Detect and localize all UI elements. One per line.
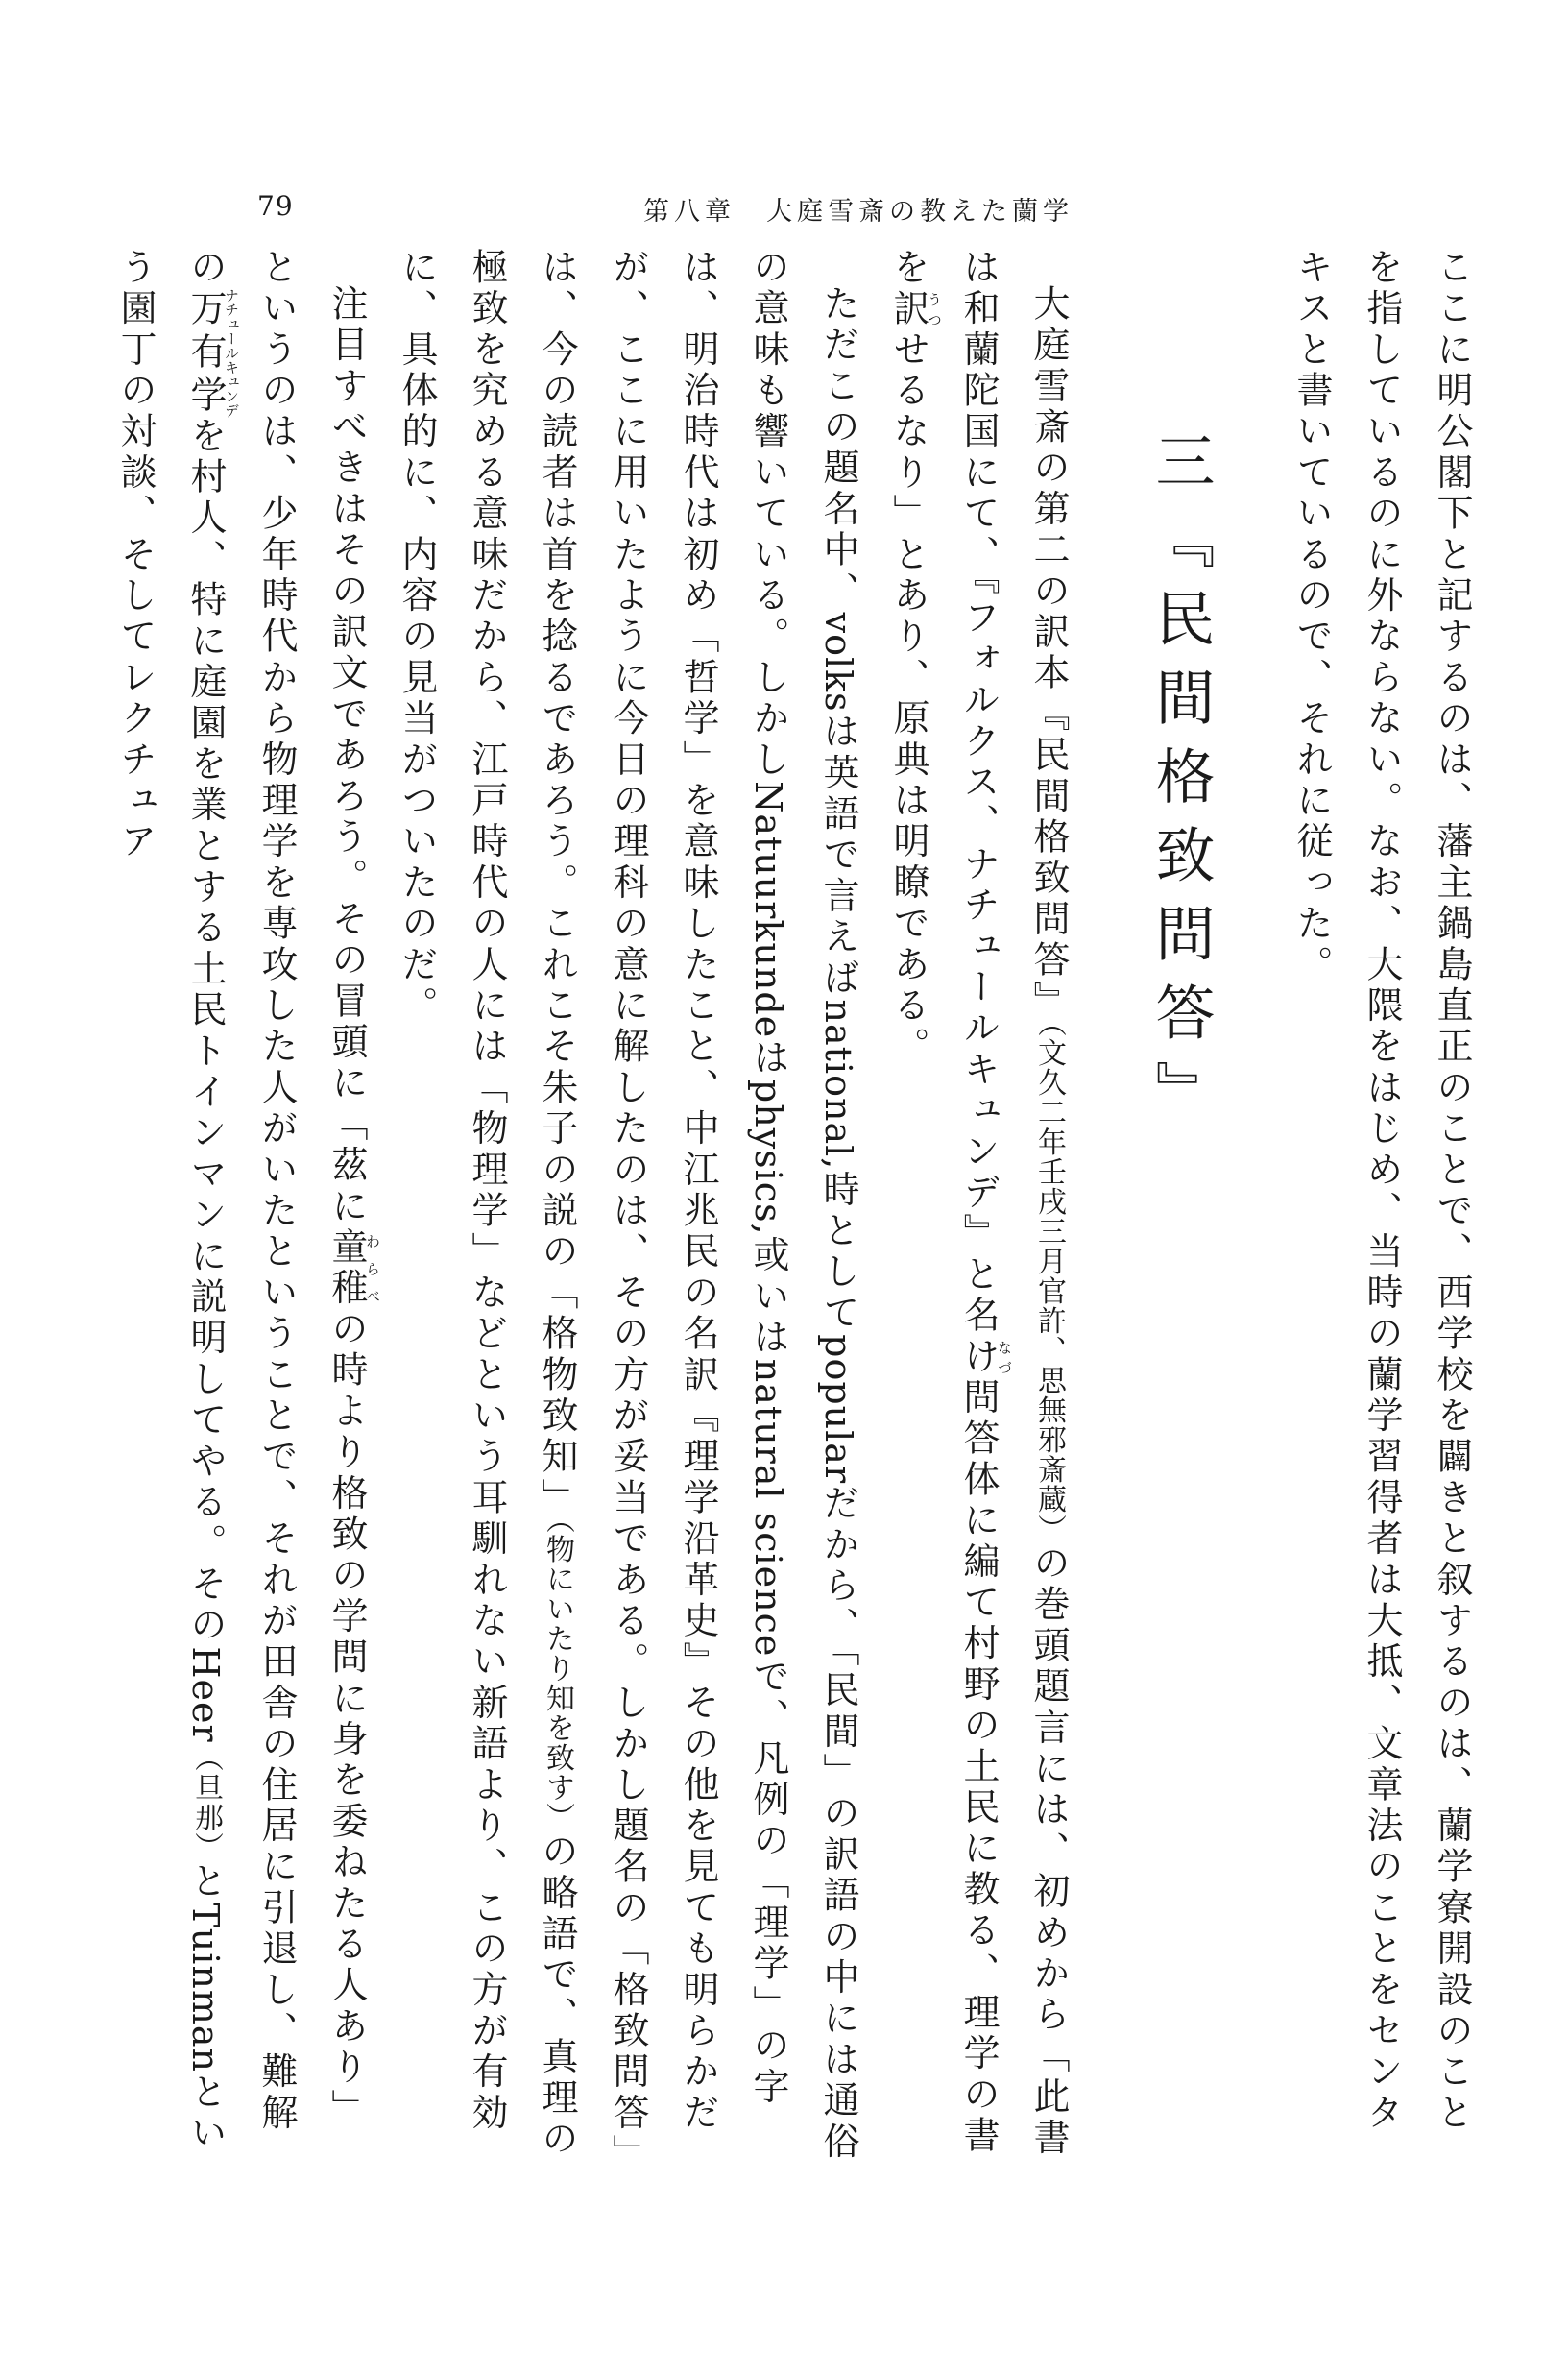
note-text: （物にいたり知を致す）: [541, 1518, 574, 1832]
text-run: を村人、特に庭園を業とする土民トインマンに説明してやる。その: [184, 416, 227, 1647]
section-heading: 三『民間格致問答』: [1146, 430, 1216, 1139]
note-text: （旦那）: [189, 1742, 223, 1862]
text-run: という園丁の対談、そしてレクチュア: [114, 248, 227, 2155]
running-header: 第八章 大庭雪斎の教えた蘭学: [643, 197, 1073, 227]
ruby-annotation: けなづ: [957, 1336, 1013, 1378]
text-run: は: [747, 1038, 789, 1079]
vertical-text-body: [114, 248, 1486, 2169]
text-run: 或いは: [747, 1235, 789, 1359]
text-run: 注目すべきはその訳文であろう。その冒頭に「茲に: [326, 284, 368, 1228]
text-run: は英語で言えば: [817, 712, 859, 1000]
text-run: の巻頭題言には、初めから「此書は和蘭陀国にて、『フォルクス、ナチュールキュンデ』と名: [957, 248, 1070, 2160]
text-run: せるなり」とあり、原典は明瞭である。: [887, 329, 929, 1069]
paragraph-intro: ここに明公閣下と記するのは、藩主鍋島直正のことで、西学校を闢きと叙するのは、蘭学寮開設のことを指しているのに外ならない。なお、大隈をはじめ、当時の蘭学習得者は大抵、文章法のことをセンタキスと書いているので、それに従った。: [1291, 248, 1473, 2135]
page-number: 79: [257, 190, 294, 222]
text-run: ただこの題名中、: [817, 284, 859, 613]
text-run: の略語で、真理の極致を究める意味だから、江戸時代の人には「物理学」などという耳馴れない新語より、この方が有効に、具体的に、内容の見当がついたのだ。: [396, 248, 578, 2161]
ruby-annotation: 訳うつ: [887, 288, 943, 330]
paragraph-title-analysis: [381, 248, 873, 2169]
latin-word: Heer: [184, 1646, 227, 1743]
latin-word: Natuurkunde: [747, 781, 789, 1039]
text-run: 時として: [817, 1170, 859, 1335]
latin-word: popular: [817, 1334, 859, 1485]
paragraph-second-translation: [873, 248, 1084, 2169]
latin-word: natural science: [747, 1358, 789, 1658]
note-text: （文久二年壬戌三月官許、思無邪斎蔵）: [1032, 1022, 1066, 1544]
ruby-annotation: 童稚わらべ: [326, 1227, 381, 1310]
ruby-annotation: 万有学ナチュールキュンデ: [184, 287, 240, 418]
text-run: だから、「民間」の訳語の中には通俗の意味も響いている。しかし: [747, 248, 859, 2164]
text-run: と: [184, 1861, 227, 1903]
latin-word: volks: [817, 612, 859, 713]
paragraph-translation-style: [100, 248, 381, 2169]
text-run: の時より格致の学問に身を委ねたる人あり」というのは、少年時代から物理学を専攻した人がいたということで、それが田舎の住居に引退し、難解の: [184, 248, 368, 2135]
latin-word: national,: [817, 999, 859, 1171]
text-run: 大庭雪斎の第二の訳本『民間格致問答』: [1027, 284, 1070, 1023]
latin-word: physics,: [747, 1079, 789, 1236]
text-run: で、凡例の「理学」の字は、明治時代は初め「哲学」を意味したこと、中江兆民の名訳『理学沿革史』その他を見ても明らかだが、ここに用いたように今日の理科の意に解したのは、その方が妥当である。しかし題名の「格致問答」は、今の読者は首を捻るであろう。これこそ朱子の説の「格物致知」: [536, 248, 789, 2157]
text-run: 問答体に編て村野の土民に教る、理学の書を: [887, 248, 1000, 2157]
latin-word: Tuinman: [184, 1903, 227, 2073]
